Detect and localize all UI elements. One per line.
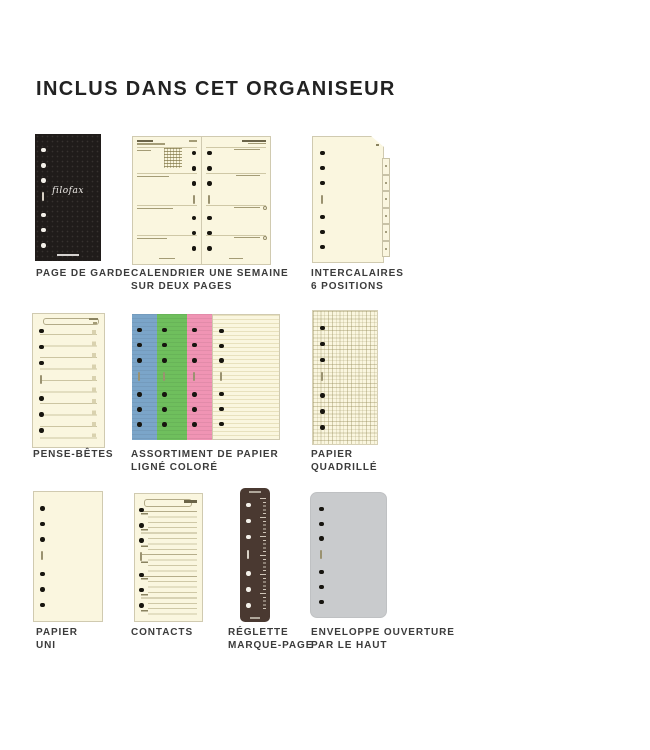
punch-hole [246,587,251,592]
calendar-right-page-thumbnail [201,136,271,265]
punch-hole [246,535,251,540]
punch-slot [193,195,195,204]
contacts-page-thumbnail [134,493,203,622]
colored-sheet-blue [132,314,157,440]
punch-hole [39,361,44,366]
punch-hole [192,343,197,348]
divider-tab [382,224,390,241]
punch-hole [40,522,45,527]
punch-hole [192,392,197,397]
punch-hole [207,216,212,221]
punch-hole [192,422,197,427]
punch-hole [246,603,251,608]
punch-hole [320,393,325,398]
punch-hole [207,181,212,186]
punch-hole [320,358,325,363]
punch-hole [39,396,44,401]
punch-hole [219,358,224,363]
colored-sheet-green [157,314,187,440]
punch-hole [319,507,324,512]
punch-hole [320,342,325,347]
punch-hole [319,600,324,605]
punch-hole [320,230,325,235]
punch-hole [40,587,45,592]
punch-hole [246,519,251,524]
punch-hole [320,166,325,171]
punch-hole [192,246,197,251]
punch-hole [40,537,45,542]
punch-slot [41,551,43,560]
punch-hole [320,181,325,186]
contacts-header-text [184,500,197,503]
colored-sheet-cream [212,314,280,440]
item-label-pense-betes: PENSE-BÊTES [33,449,114,460]
calendar-left-page-thumbnail [132,136,202,265]
envelope-thumbnail [310,492,387,618]
punch-hole [320,409,325,414]
punch-hole [137,422,142,427]
item-label-calendrier: CALENDRIER UNE SEMAINE SUR DEUX PAGES [131,268,289,292]
punch-hole [219,407,224,412]
punch-hole [162,328,167,333]
punch-hole [137,392,142,397]
punch-hole [207,246,212,251]
punch-hole [41,228,46,233]
punch-hole [320,245,325,250]
punch-slot [42,192,44,201]
punch-hole [39,345,44,350]
plain-paper-thumbnail [33,491,103,622]
todo-notes-thumbnail [32,313,105,448]
punch-hole [139,508,144,513]
divider-tab [382,241,390,258]
punch-hole [246,571,251,576]
contacts-group-dividers [141,511,197,615]
punch-hole [162,343,167,348]
punch-slot [193,372,195,381]
punch-slot [220,372,222,381]
ruler-bookmark-thumbnail [240,488,270,622]
punch-hole [319,570,324,575]
punch-hole [137,407,142,412]
punch-hole [320,425,325,430]
mini-month-calendar [164,148,182,168]
punch-hole [192,166,197,171]
filofax-logo: filofax [52,186,84,197]
flyleaf-footer-text [57,254,79,257]
ruler-brand-text [249,491,261,493]
item-label-intercalaires: INTERCALAIRES 6 POSITIONS [311,268,404,292]
punch-hole [41,213,46,218]
grid-paper-thumbnail [312,310,378,445]
item-label-papier-uni: PAPIER UNI [36,627,78,651]
dividers-thumbnail [312,136,384,263]
punch-hole [246,503,251,508]
punch-hole [39,329,44,334]
todo-ruled-lines [40,334,97,439]
contacts-field-labels [141,513,148,613]
punch-hole [219,392,224,397]
ruler-footer-text [250,617,260,619]
punch-hole [320,215,325,220]
punch-hole [192,407,197,412]
item-label-assortiment: ASSORTIMENT DE PAPIER LIGNÉ COLORÉ [131,449,279,473]
punch-hole [192,358,197,363]
colored-sheet-pink [187,314,212,440]
punch-hole [139,588,144,593]
punch-hole [139,603,144,608]
punch-slot [40,375,42,384]
flyleaf-page-thumbnail [35,134,101,261]
punch-hole [192,216,197,221]
punch-hole [41,243,46,248]
item-label-contacts: CONTACTS [131,627,194,638]
punch-hole [192,181,197,186]
punch-slot [320,550,322,559]
item-label-reglette: RÉGLETTE MARQUE-PAGE [228,627,314,651]
punch-hole [39,428,44,433]
punch-hole [40,603,45,608]
page-title: INCLUS DANS CET ORGANISEUR [36,78,396,100]
divider-tab [382,191,390,208]
punch-hole [320,326,325,331]
divider-tab [382,175,390,192]
punch-slot [247,550,249,559]
punch-hole [41,148,46,153]
punch-hole [41,163,46,168]
punch-hole [219,422,224,427]
punch-hole [139,573,144,578]
punch-hole [320,151,325,156]
punch-hole [192,328,197,333]
punch-hole [139,523,144,528]
punch-hole [162,407,167,412]
punch-slot [321,195,323,204]
punch-hole [137,358,142,363]
punch-hole [40,572,45,577]
punch-hole [319,585,324,590]
item-label-page-de-garde: PAGE DE GARDE [36,268,131,279]
punch-hole [207,166,212,171]
punch-slot [208,195,210,204]
ruler-major-ticks [260,498,266,612]
divider-tab [382,208,390,225]
item-label-enveloppe: ENVELOPPE OUVERTURE PAR LE HAUT [311,627,455,651]
punch-hole [219,329,224,334]
punch-hole [137,343,142,348]
punch-hole [41,178,46,183]
punch-slot [163,372,165,381]
punch-slot [321,372,323,381]
punch-hole [207,151,212,156]
punch-hole [207,231,212,236]
punch-hole [219,344,224,349]
punch-hole [319,536,324,541]
punch-hole [39,412,44,417]
punch-hole [139,538,144,543]
punch-hole [192,151,197,156]
punch-hole [162,422,167,427]
todo-checkboxes [92,330,97,437]
punch-hole [40,506,45,511]
divider-tab [382,158,390,175]
punch-slot [138,372,140,381]
punch-hole [162,358,167,363]
punch-slot [140,552,142,561]
punch-hole [162,392,167,397]
punch-hole [137,328,142,333]
punch-hole [319,522,324,527]
item-label-papier-quadrille: PAPIER QUADRILLÉ [311,449,378,473]
